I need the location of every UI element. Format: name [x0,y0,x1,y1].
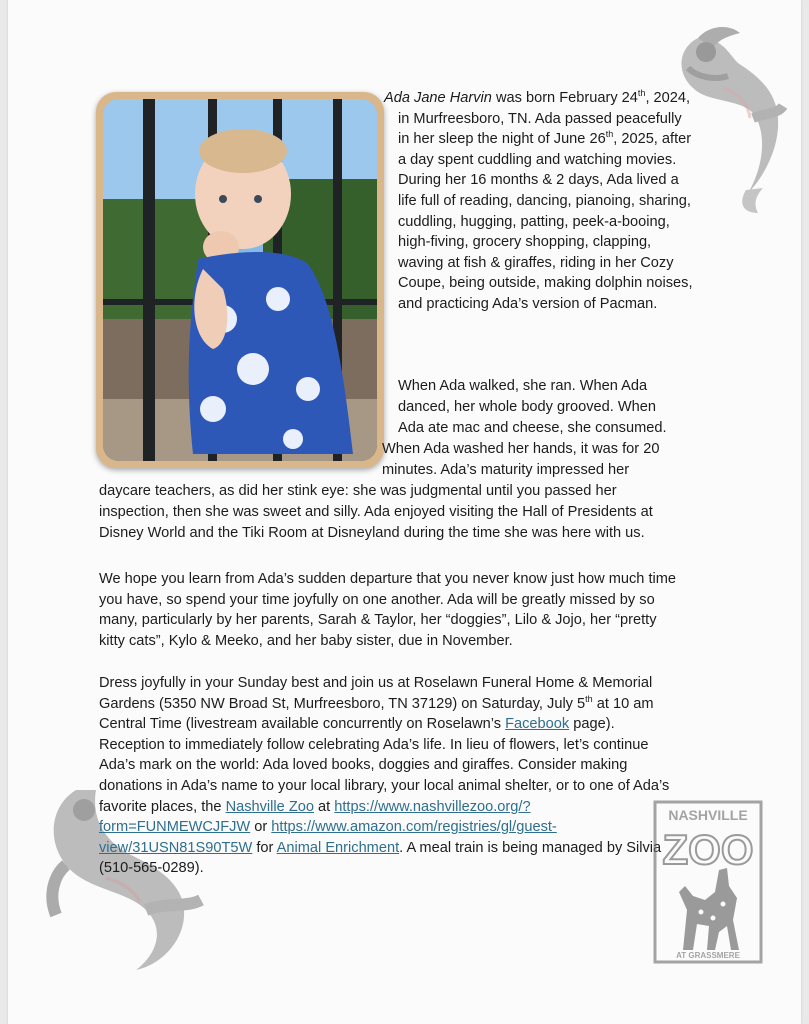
ada-photo-frame [96,92,384,468]
logo-middle-text: ZOO [662,826,754,873]
intro-paragraph [384,88,694,315]
service-text-2: at 10 am Central Time (livestream available concurrently on Roselawn’s [99,695,654,733]
logo-bottom-text: AT GRASSMERE [676,951,740,960]
service-text-3: page). Reception to immediately follow celebrating Ada’s life. In lieu of flowers, let’s continue Ada’s mark on the world: Ada loved books, doggies and giraffes. Consider making donations in Ada’s name to your local library, your local animal shelter, or to one of Ada’s favorite places, the [99,716,670,815]
para2-line: danced, her whole body grooved. When [398,399,656,415]
facebook-link[interactable]: Facebook [505,716,570,733]
service-text-7: . A meal train is being managed by Silvia (510-565-0289). [99,839,662,877]
intro-sup-1: th [637,88,646,99]
para2-line: minutes. Ada’s maturity impressed her [382,462,630,478]
departure-paragraph: We hope you learn from Ada’s sudden departure that you never know just how much time you have, so spend your time joyfully on one another. Ada will be greatly missed by so many, particularly by her parents, Sarah & Taylor, her “doggies”, Lilo & Jojo, her “pretty kitty cats”, Kylo & Meeko, and her baby sister, due in November. [99,571,677,649]
amazon-registry-link[interactable]: https://www.amazon.com/registries/gl/guest-view/31USN81S90T5W [99,819,557,856]
para2-line: daycare teachers, as did her stink eye: she was judgmental until you passed her [99,483,617,499]
nashville-zoo-link[interactable]: Nashville Zoo [225,798,314,815]
intro-text-2: , 2024, in Murfreesboro, TN. Ada passed peacefully in her sleep the night of June 26 [398,90,691,148]
para2-line: When Ada walked, she ran. When Ada [398,378,648,394]
intro-text-1: was born February 24 [491,90,638,106]
service-text-1: Dress joyfully in your Sunday best and join us at Roselawn Funeral Home & Memorial Gardens (5350 NW Broad St, Murfreesboro, TN 37129) on Saturday, July 5 [99,675,653,712]
service-text-4: at [313,798,335,815]
intro-text-3: , 2025, after a day spent cuddling and watching movies. During her 16 months & 2 days, Ada lived a life full of reading, dancing, pianoing, sharing, cuddling, hugging, patting, peek-a-booing, high-fiving, grocery shopping, clapping, waving at fish & giraffes, riding in her Cozy Coupe, being outside, making dolphin noises, and practicing Ada’s version of Pacman. [398,131,693,312]
para2-line: Disney World and the Tiki Room at Disneyland during the time she was here with us. [99,525,645,541]
para2-line: Ada ate mac and cheese, she consumed. [398,420,667,436]
service-paragraph [99,673,679,879]
intro-sup-2: th [605,129,614,140]
memorial-page [8,0,801,1024]
para2-line: inspection, then she was sweet and silly. Ada enjoyed visiting the Hall of Presidents at [99,504,653,520]
service-text-6: for [252,839,277,856]
deceased-name: Ada Jane Harvin [384,90,492,106]
ada-photo [103,99,377,461]
logo-top-text: NASHVILLE [668,807,748,823]
animal-enrichment-link[interactable]: Animal Enrichment [276,839,400,856]
para2-line: When Ada washed her hands, it was for 20 [382,441,660,457]
service-text-5: or [250,819,272,836]
nashville-zoo-logo [653,800,763,964]
zoo-donation-url-link[interactable]: https://www.nashvillezoo.org/?form=FUNMEWCJFJW [99,798,531,836]
service-sup: th [585,693,593,704]
